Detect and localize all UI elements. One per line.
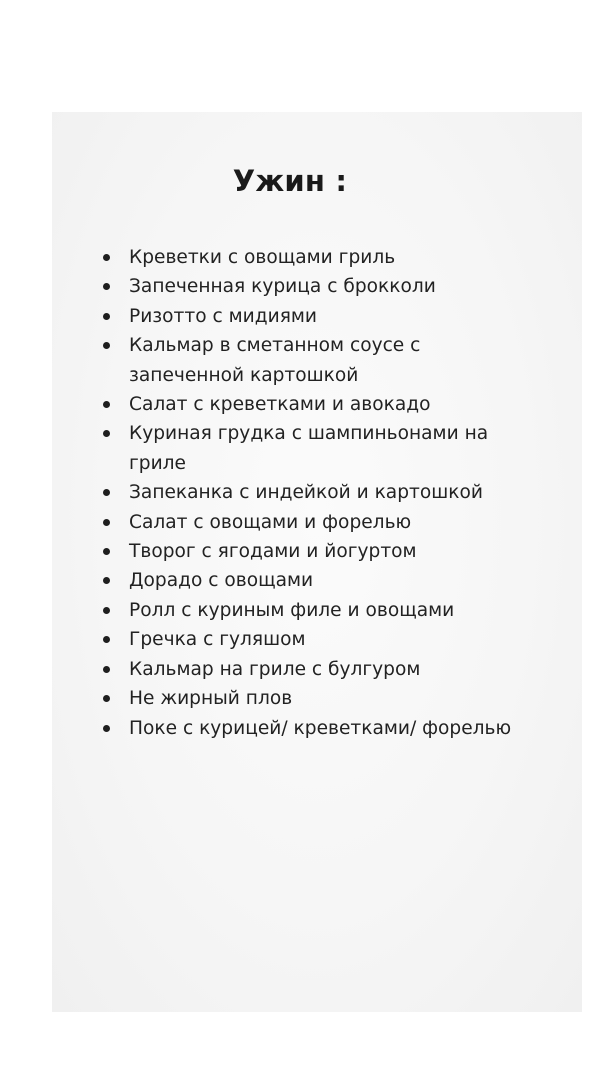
list-item-text: Не жирный плов [129,688,293,710]
list-item [0,655,560,684]
bullet-icon [103,636,110,643]
bullet-icon [103,283,110,290]
bullet-icon [103,695,110,702]
bullet-icon [103,489,110,496]
list-item [0,331,560,390]
list-item-text: Салат с креветками и авокадо [129,394,431,416]
list-item-text: Кальмар в сметанном соусе с запеченной картошкой [129,335,421,386]
list-item [0,684,560,713]
list-item [0,302,560,331]
list-item [0,625,560,654]
bullet-icon [103,430,110,437]
list-item-text: Куриная грудка с шампиньонами на гриле [129,423,489,474]
list-item [0,537,560,566]
page-title: Ужин : [232,164,348,198]
list-item-text: Поке с курицей/ креветками/ форелью [129,717,512,739]
bullet-icon [103,725,110,732]
bullet-icon [103,254,110,261]
bullet-icon [103,607,110,614]
list-item-text: Гречка с гуляшом [129,629,306,651]
bullet-icon [103,548,110,555]
list-item [0,272,560,301]
list-item-text: Дорадо с овощами [129,570,314,592]
list-item [0,508,560,537]
list-item [0,478,560,507]
bullet-icon [103,519,110,526]
list-item [0,596,560,625]
list-item-text: Ролл с куриным филе и овощами [129,599,455,621]
list-item [0,243,560,272]
list-item-text: Запеканка с индейкой и картошкой [129,482,483,504]
list-item [0,419,560,478]
bullet-icon [103,577,110,584]
list-item-text: Ризотто с мидиями [129,305,317,327]
list-item [0,566,560,595]
list-item [0,390,560,419]
dinner-list [0,243,560,743]
bullet-icon [103,313,110,320]
bullet-icon [103,666,110,673]
list-item-text: Креветки с овощами гриль [129,247,396,268]
list-item-text: Салат с овощами и форелью [129,511,412,533]
bullet-icon [103,342,110,349]
list-item-text: Запеченная курица с брокколи [129,276,436,298]
list-item [0,714,560,743]
list-item-text: Кальмар на гриле с булгуром [129,658,421,680]
list-item-text: Творог с ягодами и йогуртом [129,541,417,563]
bullet-icon [103,401,110,408]
